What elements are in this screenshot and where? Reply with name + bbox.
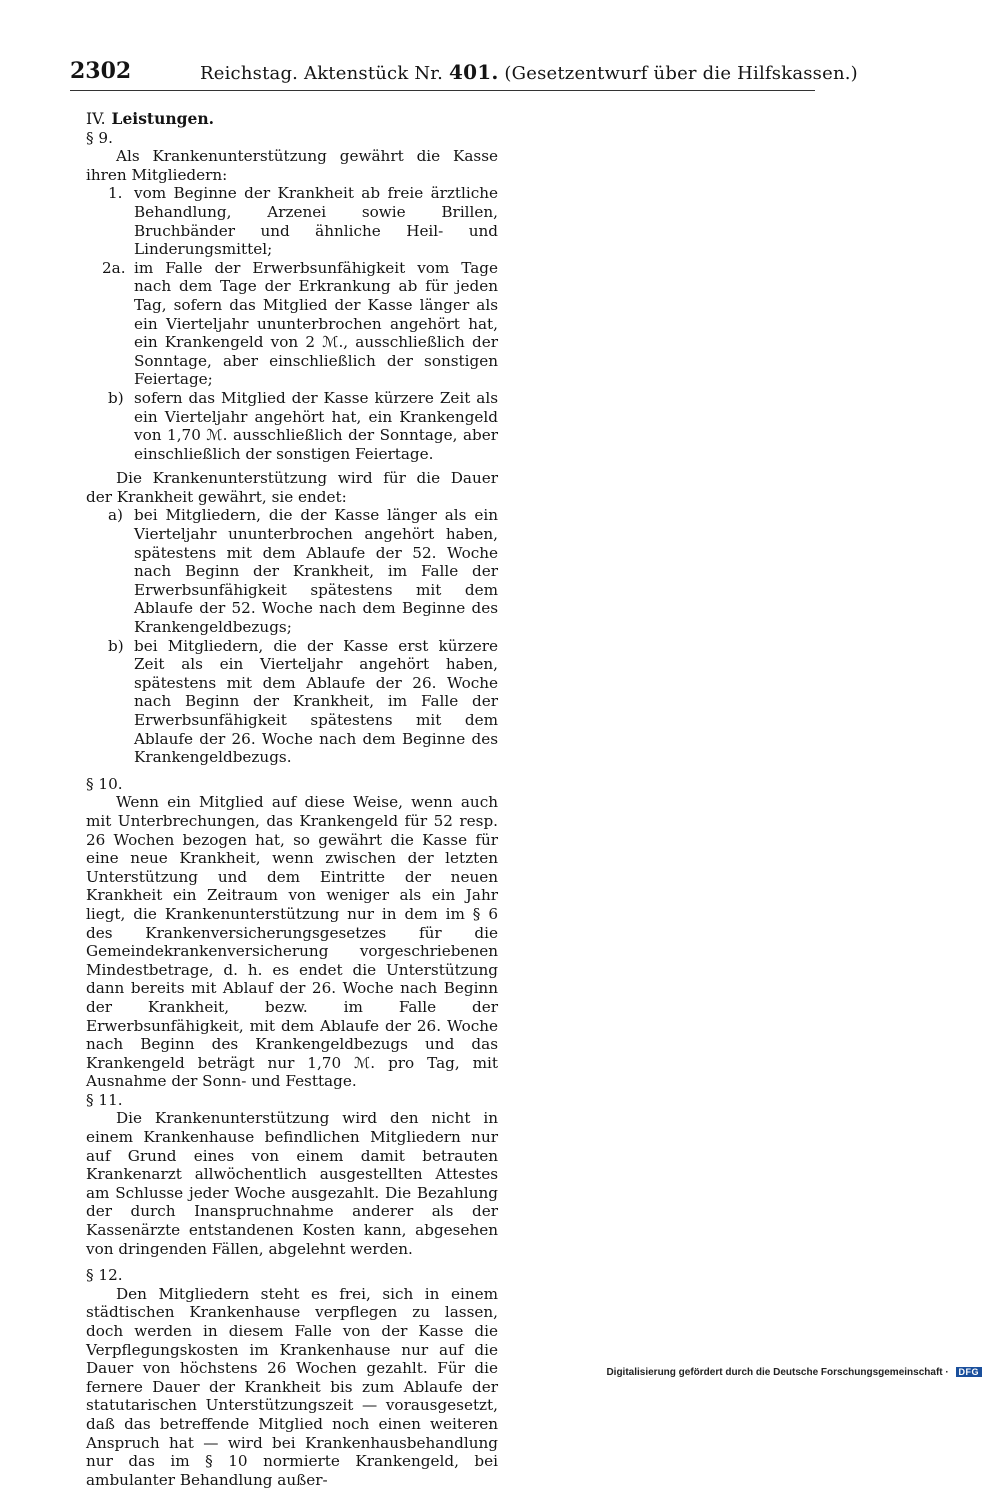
paragraph-10-text: Wenn ein Mitglied auf diese Weise, wenn auch mit Unterbrechungen, das Krankengeld für 52 resp. 26 Wochen bezogen hat, so gewährt die Kasse für eine neue Krankheit, wenn zwischen der letzten Unterstützung und dem Eintritte der neuen Krankheit ein Zeitraum von weniger als ein Jahr liegt, die Krankenunterstützung nur in dem im § 6 des Krankenversicherungsgesetzes für die Gemeindekrankenversicherung vorgeschriebenen Mindestbetrage, d. h. es endet die Unterstützung dann bereits mit Ablauf der 26. Woche nach Beginn der Krankheit, bezw. im Falle der Erwerbsunfähigkeit, mit dem Ablaufe der 26. Woche nach Beginn des Krankengeldbezugs und das Krankengeld beträgt nur 1,70 ℳ. pro Tag, mit Ausnahme der Sonn- und Festtage.: [86, 793, 498, 1091]
list-marker: a): [108, 506, 123, 525]
list-item: [86, 184, 498, 258]
document-number: 401.: [448, 60, 499, 84]
paragraph-12-text: Den Mitgliedern steht es frei, sich in einem städtischen Krankenhause verpflegen zu lassen, doch werden in diesem Falle von der Kasse die Verpflegungskosten im Krankenhause nur auf die Dauer von höchstens 26 Wochen gezahlt. Für die fernere Dauer der Krankheit bis zum Ablaufe der statutarischen Unterstützungszeit — vorausgesetzt, daß das betreffende Mitglied noch einen weiteren Anspruch hat — wird bei Krankenhausbehandlung nur das im § 10 normierte Krankengeld, bei ambulanter Behandlung außer-: [86, 1284, 498, 1489]
list-text: im Falle der Erwerbsunfähigkeit vom Tage nach dem Tage der Erkrankung ab für jeden Tag, sofern das Mitglied der Kasse länger als ein Vierteljahr ununterbrochen angehört hat, ein Krankengeld von 2 ℳ., ausschließlich der Sonntage, aber einschließlich der sonstigen Feiertage;: [134, 258, 498, 389]
dfg-logo: DFG: [956, 1367, 983, 1377]
list-item: [86, 389, 498, 463]
list-text: bei Mitgliedern, die der Kasse erst kürzere Zeit als ein Vierteljahr angehört haben, spätestens mit dem Ablaufe der 26. Woche nach Beginn der Krankheit, im Falle der Erwerbsunfähigkeit spätestens mit dem Ablaufe der 26. Woche nach dem Beginne des Krankengeldbezugs.: [134, 636, 498, 767]
paragraph-sign-11: § 11.: [86, 1090, 123, 1109]
paragraph-sign-10: § 10.: [86, 774, 123, 793]
running-title: [200, 60, 858, 84]
paragraph-9-intro-2: Die Krankenunterstützung wird für die Dauer der Krankheit gewährt, sie endet:: [86, 469, 498, 506]
running-header: [70, 58, 858, 88]
section-title: Leistungen.: [111, 109, 214, 128]
page-number: 2302: [70, 58, 132, 84]
paragraph-sign-9: § 9.: [86, 128, 113, 147]
credit-text: Digitalisierung gefördert durch die Deutsche Forschungsgemeinschaft: [606, 1367, 943, 1378]
paragraph-sign-12: § 12.: [86, 1266, 123, 1285]
running-title-suffix: (Gesetzentwurf über die Hilfskassen.): [504, 63, 858, 84]
list-item: [86, 259, 498, 389]
list-text: bei Mitgliedern, die der Kasse länger als ein Vierteljahr ununterbrochen angehört haben, spätestens mit dem Ablaufe der 52. Woche nach Beginn der Krankheit, im Falle der Erwerbsunfähigkeit spätestens mit dem Ablaufe der 52. Woche nach dem Beginne des Krankengeldbezugs;: [134, 506, 498, 637]
list-marker: b): [108, 388, 124, 407]
paragraph-11-text: Die Krankenunterstützung wird den nicht in einem Krankenhause befindlichen Mitgliedern nur auf Grund eines von einem damit betrauten Krankenarzt allwöchentlich ausgestellten Attestes am Schlusse jeder Woche ausgezahlt. Die Bezahlung der durch Inanspruchnahme anderer als der Kassenärzte entstandenen Kosten kann, abgesehen von dringenden Fällen, abgelehnt werden.: [86, 1109, 498, 1258]
list-marker: b): [108, 636, 124, 655]
list-item: [86, 506, 498, 636]
list-text: sofern das Mitglied der Kasse kürzere Zeit als ein Vierteljahr angehört hat, ein Krankengeld von 1,70 ℳ. ausschließlich der Sonntage, aber einschließlich der sonstigen Feiertage.: [134, 388, 498, 463]
list-text: vom Beginne der Krankheit ab freie ärztliche Behandlung, Arzenei sowie Brillen, Bruchbänder und ähnliche Heil- und Linderungsmittel;: [134, 184, 498, 259]
text-column: [86, 110, 498, 1489]
list-marker: 1.: [108, 184, 123, 203]
paragraph-9-intro: Als Krankenunterstützung gewährt die Kasse ihren Mitgliedern:: [86, 147, 498, 184]
list-marker: 2a.: [102, 258, 126, 277]
header-rule: [70, 90, 815, 91]
section-heading: [86, 110, 498, 129]
section-numeral: IV.: [86, 110, 106, 128]
running-title-prefix: Reichstag. Aktenstück Nr.: [200, 63, 444, 84]
digitization-credit: Digitalisierung gefördert durch die Deutsche Forschungsgemeinschaft · DFG: [606, 1367, 982, 1378]
list-item: [86, 637, 498, 767]
